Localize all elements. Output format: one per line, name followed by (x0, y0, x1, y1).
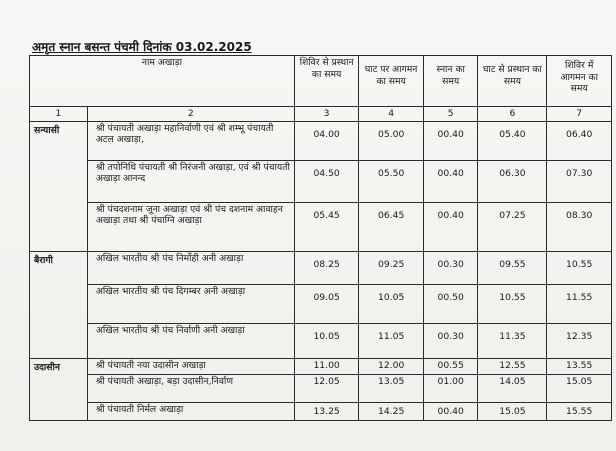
time-bath: 00.55 (423, 358, 478, 374)
group-label-udasin: उदासीन (30, 358, 88, 420)
time-depart-camp: 11.00 (294, 358, 359, 374)
time-depart-ghat: 15.05 (478, 402, 547, 420)
column-number: 4 (359, 107, 424, 122)
time-depart-ghat: 07.25 (478, 202, 547, 251)
header-bath-time: स्नान का समय (423, 56, 478, 107)
time-depart-camp: 08.25 (294, 251, 359, 284)
akhara-name: अखिल भारतीय श्री पंच निर्वाणी अनी अखाड़ा (87, 323, 294, 358)
document-title: अमृत स्नान बसन्त पंचमी दिनांक 03.02.2025 (32, 40, 252, 54)
akhara-name: श्री तपोनिधि पंचायती श्री निरंजनी अखाड़ा, एवं श्री पंचायती अखाड़ा आनन्द (87, 160, 294, 202)
table-row (30, 251, 612, 284)
time-arrive-camp: 06.40 (547, 121, 612, 160)
time-depart-ghat: 11.35 (478, 323, 547, 358)
time-arrive-ghat: 13.05 (359, 374, 424, 402)
time-bath: 00.40 (423, 402, 478, 420)
time-depart-ghat: 14.05 (478, 374, 547, 402)
time-depart-ghat: 10.55 (478, 284, 547, 323)
header-row (30, 56, 612, 107)
time-depart-camp: 12.05 (294, 374, 359, 402)
column-number-row (30, 107, 612, 122)
group-label-sanyasi: सन्यासी (30, 121, 88, 251)
column-number: 1 (30, 107, 88, 122)
time-arrive-ghat: 05.00 (359, 121, 424, 160)
time-depart-ghat: 12.55 (478, 358, 547, 374)
time-arrive-camp: 07.30 (547, 160, 612, 202)
header-name: नाम अखाड़ा (30, 56, 295, 107)
table-row (30, 358, 612, 374)
akhara-name: श्री पंचदशनाम जूना अखाड़ा एवं श्री पंच दशनाम आवाहन अखाड़ा तथा श्री पंचाग्नि अखाड़ा (87, 202, 294, 251)
time-arrive-camp: 13.55 (547, 358, 612, 374)
time-bath: 00.50 (423, 284, 478, 323)
column-number: 5 (423, 107, 478, 122)
time-arrive-ghat: 12.00 (359, 358, 424, 374)
table-row (30, 402, 612, 420)
time-depart-camp: 13.25 (294, 402, 359, 420)
time-depart-ghat: 06.30 (478, 160, 547, 202)
header-arrive-camp: शिविर में आगमन का समय (547, 56, 612, 107)
table-row (30, 323, 612, 358)
time-depart-camp: 04.50 (294, 160, 359, 202)
time-arrive-ghat: 05.50 (359, 160, 424, 202)
header-arrive-ghat: घाट पर आगमन का समय (359, 56, 424, 107)
time-depart-ghat: 05.40 (478, 121, 547, 160)
schedule-table (29, 55, 612, 421)
time-arrive-camp: 11.55 (547, 284, 612, 323)
akhara-name: श्री पंचायती निर्मल अखाड़ा (87, 402, 294, 420)
column-number: 6 (478, 107, 547, 122)
column-number: 2 (87, 107, 294, 122)
time-bath: 00.40 (423, 202, 478, 251)
time-arrive-camp: 15.05 (547, 374, 612, 402)
table-row (30, 121, 612, 160)
time-bath: 00.30 (423, 251, 478, 284)
akhara-name: श्री पंचायती अखाड़ा, बड़ा उदासीन,निर्वाण (87, 374, 294, 402)
akhara-name: अखिल भारतीय श्री पंच दिगम्बर अनी अखाड़ा (87, 284, 294, 323)
akhara-name: अखिल भारतीय श्री पंच निर्मोही अनी अखाड़ा (87, 251, 294, 284)
time-arrive-ghat: 06.45 (359, 202, 424, 251)
akhara-name: श्री पंचायती नया उदासीन अखाड़ा (87, 358, 294, 374)
table-row (30, 202, 612, 251)
time-arrive-ghat: 11.05 (359, 323, 424, 358)
time-bath: 00.40 (423, 121, 478, 160)
time-depart-ghat: 09.55 (478, 251, 547, 284)
time-arrive-camp: 08.30 (547, 202, 612, 251)
group-label-bairagi: बैरागी (30, 251, 88, 358)
time-arrive-camp: 12.35 (547, 323, 612, 358)
table-row (30, 374, 612, 402)
header-depart-camp: शिविर से प्रस्थान का समय (294, 56, 359, 107)
time-arrive-ghat: 14.25 (359, 402, 424, 420)
time-arrive-camp: 15.55 (547, 402, 612, 420)
time-arrive-ghat: 09.25 (359, 251, 424, 284)
time-arrive-camp: 10.55 (547, 251, 612, 284)
time-bath: 00.30 (423, 323, 478, 358)
time-bath: 01.00 (423, 374, 478, 402)
time-depart-camp: 10.05 (294, 323, 359, 358)
column-number: 3 (294, 107, 359, 122)
time-arrive-ghat: 10.05 (359, 284, 424, 323)
header-depart-ghat: घाट से प्रस्थान का समय (478, 56, 547, 107)
column-number: 7 (547, 107, 612, 122)
akhara-name: श्री पंचायती अखाड़ा महानिर्वाणी एवं श्री शम्भू पंचायती अटल अखाड़ा, (87, 121, 294, 160)
time-depart-camp: 09.05 (294, 284, 359, 323)
table-row (30, 160, 612, 202)
time-bath: 00.40 (423, 160, 478, 202)
time-depart-camp: 05.45 (294, 202, 359, 251)
time-depart-camp: 04.00 (294, 121, 359, 160)
table-row (30, 284, 612, 323)
